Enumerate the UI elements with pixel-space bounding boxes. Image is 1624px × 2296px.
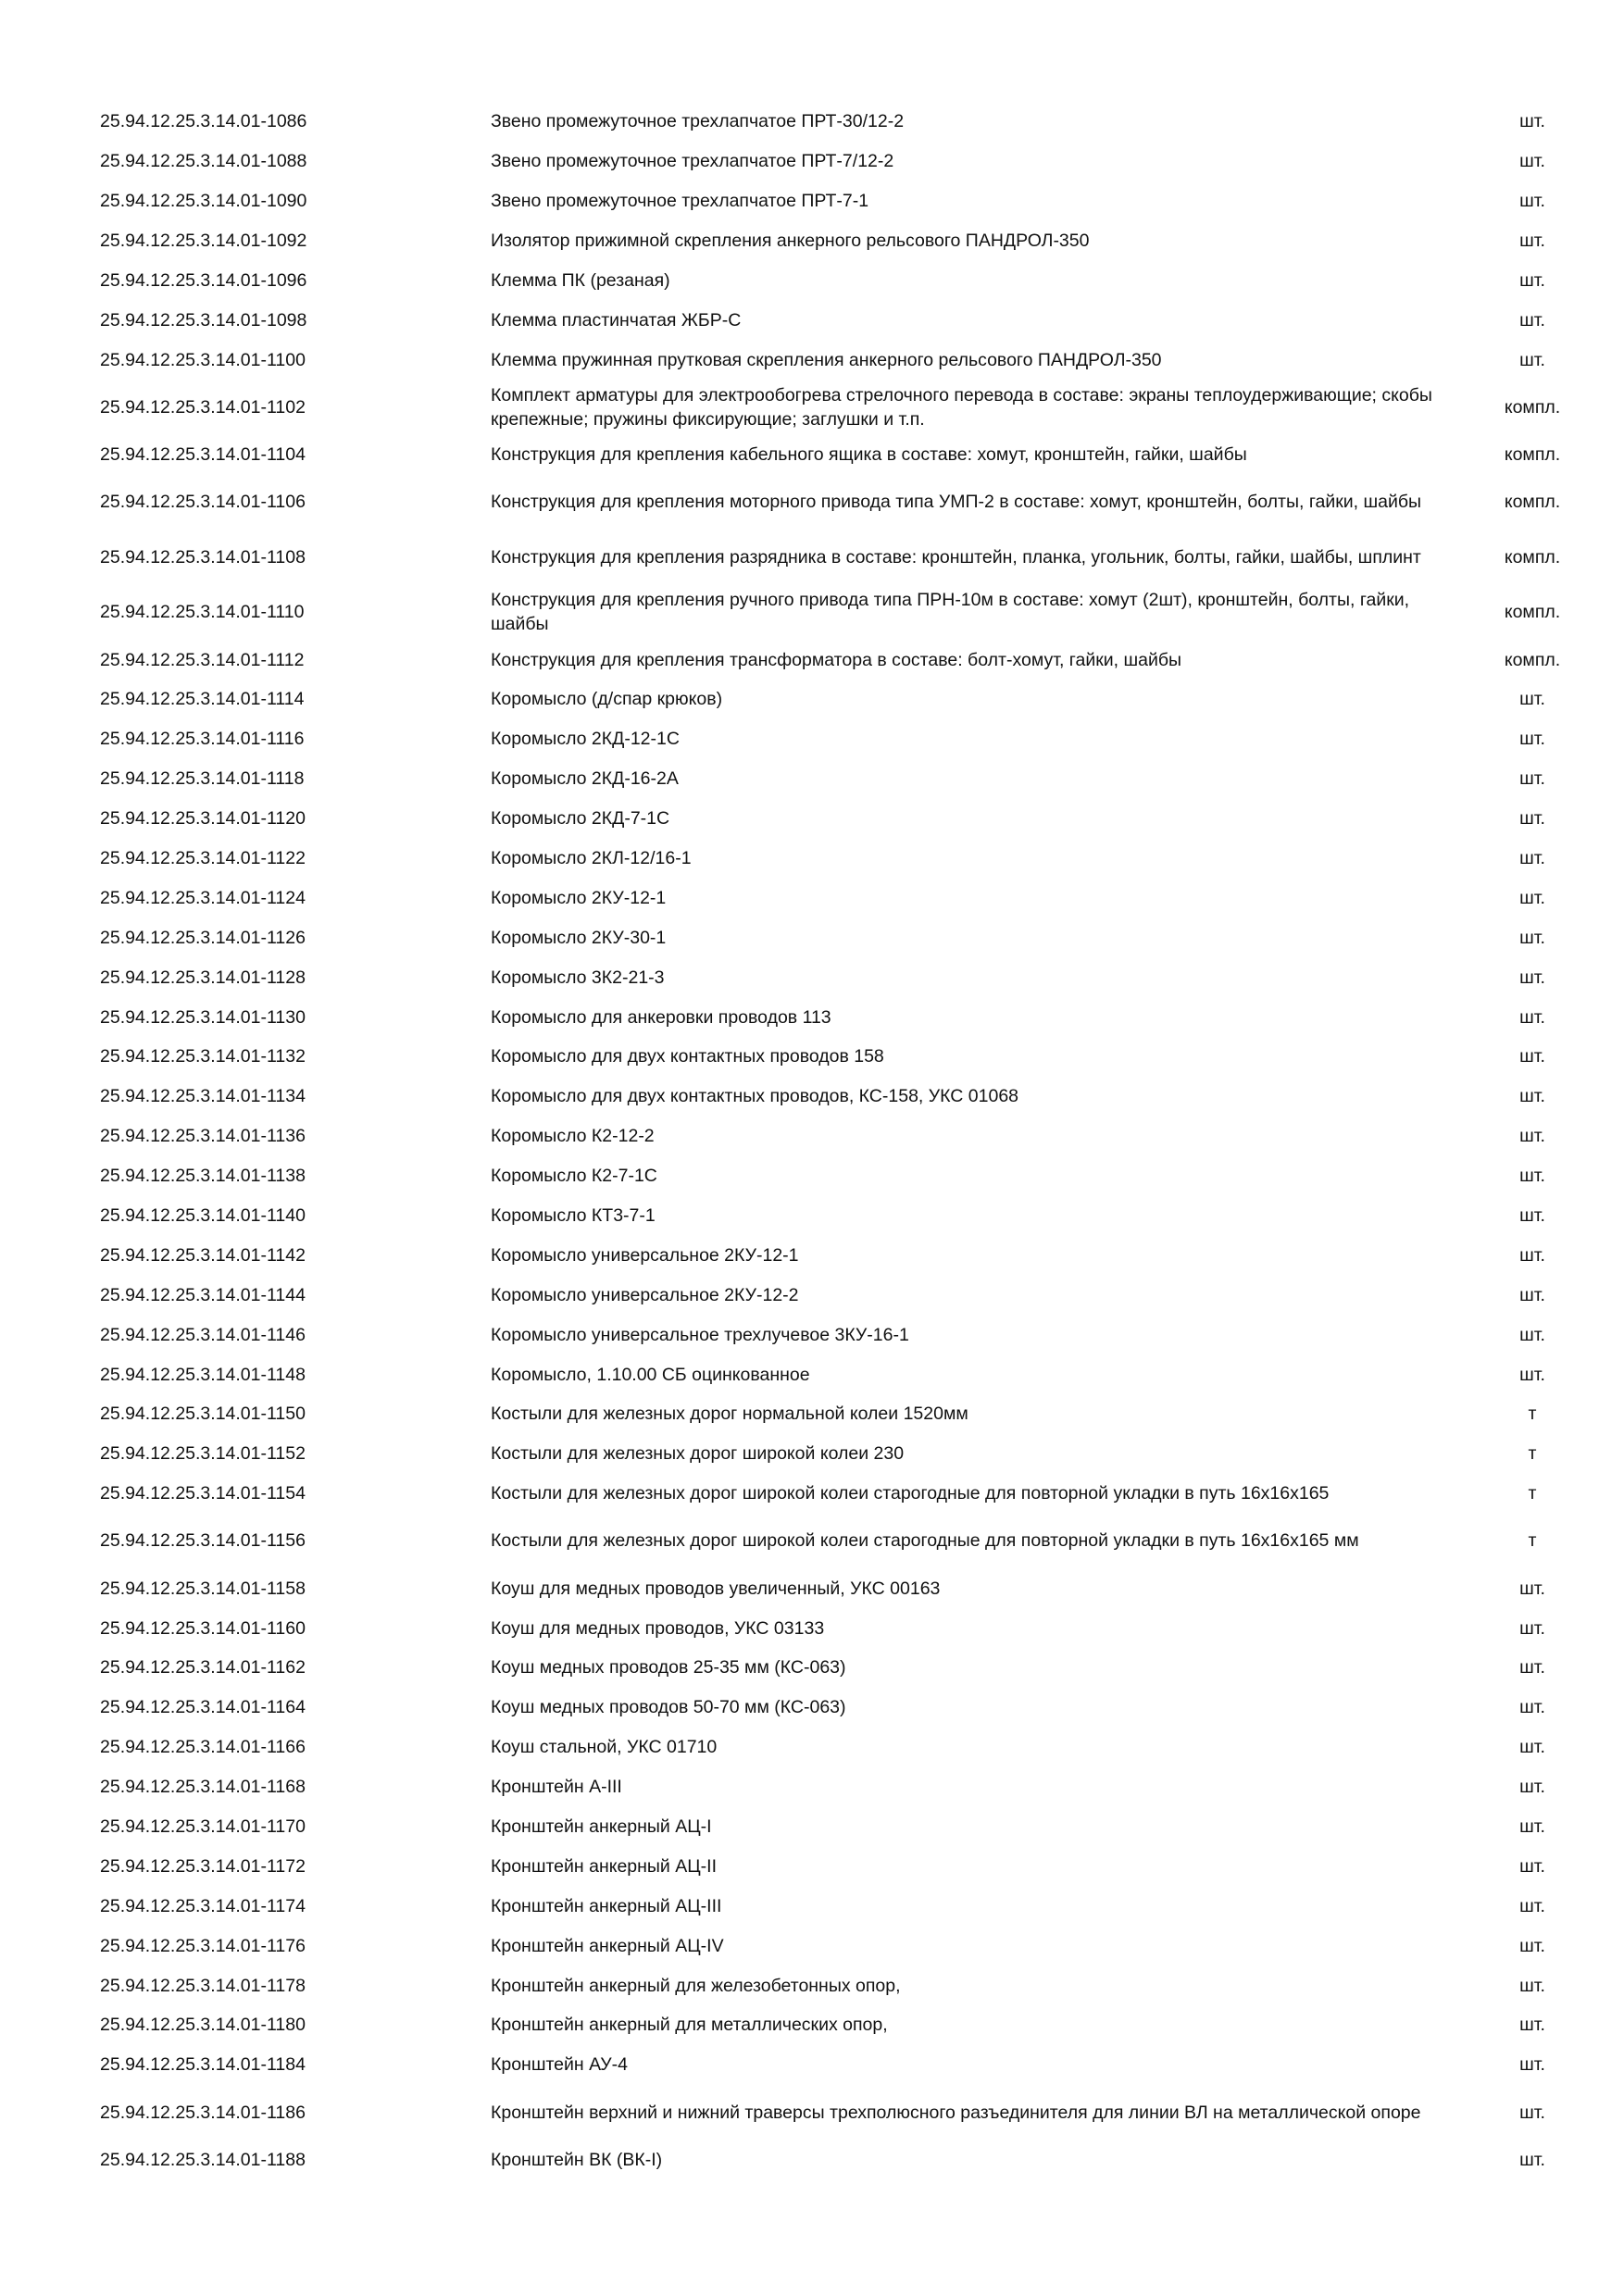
table-row xyxy=(0,2005,1624,2045)
item-code: 25.94.12.25.3.14.01-1106 xyxy=(100,492,306,513)
item-unit: т xyxy=(1528,1483,1537,1504)
item-name: Клемма пружинная прутковая скрепления анкерного рельсового ПАНДРОЛ-350 xyxy=(491,349,1162,370)
item-code: 25.94.12.25.3.14.01-1122 xyxy=(100,848,306,869)
item-name: Коромысло универсальное 2КУ-12-1 xyxy=(491,1244,799,1266)
item-unit: шт. xyxy=(1519,1244,1545,1266)
item-code: 25.94.12.25.3.14.01-1162 xyxy=(100,1657,306,1678)
item-name: Кронштейн верхний и нижний траверсы трехполюсного разъединителя для линии ВЛ на металлической опоре xyxy=(491,2102,1421,2123)
item-unit: т xyxy=(1528,1443,1537,1465)
item-unit: шт. xyxy=(1519,2054,1545,2076)
item-name: Кронштейн анкерный АЦ-I xyxy=(491,1816,712,1837)
table-row xyxy=(0,1235,1624,1275)
item-code: 25.94.12.25.3.14.01-1148 xyxy=(100,1364,306,1385)
item-code: 25.94.12.25.3.14.01-1114 xyxy=(100,689,305,710)
item-unit: шт. xyxy=(1519,1895,1545,1916)
table-row xyxy=(0,1077,1624,1117)
table-row xyxy=(0,1926,1624,1965)
item-name: Коромысло для двух контактных проводов, КС-158, УКС 01068 xyxy=(491,1086,1019,1107)
table-row xyxy=(0,1767,1624,1807)
item-code: 25.94.12.25.3.14.01-1188 xyxy=(100,2149,306,2170)
item-name: Коромысло 2КД-16-2А xyxy=(491,768,679,790)
item-name: Коромысло КТ3-7-1 xyxy=(491,1205,656,1227)
item-code: 25.94.12.25.3.14.01-1092 xyxy=(100,231,307,252)
item-code: 25.94.12.25.3.14.01-1118 xyxy=(100,768,305,790)
table-row xyxy=(0,1807,1624,1847)
item-code: 25.94.12.25.3.14.01-1128 xyxy=(100,967,306,988)
item-unit: шт. xyxy=(1519,768,1545,790)
item-code: 25.94.12.25.3.14.01-1178 xyxy=(100,1975,306,1996)
item-unit: шт. xyxy=(1519,1046,1545,1067)
item-name: Коромысло универсальное трехлучевое 3КУ-16-1 xyxy=(491,1324,909,1345)
item-name: Кронштейн анкерный для железобетонных опор, xyxy=(491,1975,901,1996)
item-name: Коуш медных проводов 25-35 мм (КС-063) xyxy=(491,1657,846,1678)
item-name: Конструкция для крепления разрядника в составе: кронштейн, планка, угольник, болты, гайки, шайбы, шплинт xyxy=(491,546,1421,568)
item-unit: т xyxy=(1528,1404,1537,1425)
item-unit: шт. xyxy=(1519,309,1545,331)
item-unit: шт. xyxy=(1519,151,1545,172)
table-row xyxy=(0,719,1624,759)
item-code: 25.94.12.25.3.14.01-1136 xyxy=(100,1126,306,1147)
item-name: Костыли для железных дорог нормальной колеи 1520мм xyxy=(491,1404,968,1425)
item-unit: шт. xyxy=(1519,1737,1545,1758)
item-unit: компл. xyxy=(1504,444,1561,466)
table-row xyxy=(0,475,1624,530)
table-row xyxy=(0,997,1624,1037)
item-name: Коромысло 2КУ-30-1 xyxy=(491,927,667,948)
table-row xyxy=(0,640,1624,680)
item-unit: шт. xyxy=(1519,887,1545,908)
item-code: 25.94.12.25.3.14.01-1144 xyxy=(100,1284,306,1305)
item-name: Коуш для медных проводов, УКС 03133 xyxy=(491,1617,825,1639)
item-code: 25.94.12.25.3.14.01-1086 xyxy=(100,111,307,132)
table-row xyxy=(0,261,1624,301)
item-name: Коромысло 2КУ-12-1 xyxy=(491,887,667,908)
table-row xyxy=(0,530,1624,585)
table-row xyxy=(0,300,1624,340)
item-unit: шт. xyxy=(1519,848,1545,869)
table-row xyxy=(0,1728,1624,1767)
item-name: Коромысло 3К2-21-3 xyxy=(491,967,665,988)
item-unit: шт. xyxy=(1519,1284,1545,1305)
table-row xyxy=(0,1156,1624,1196)
item-unit: шт. xyxy=(1519,1086,1545,1107)
table-row xyxy=(0,142,1624,181)
item-name: Кронштейн А-III xyxy=(491,1777,622,1798)
item-name: Коуш медных проводов 50-70 мм (КС-063) xyxy=(491,1697,846,1718)
item-unit: компл. xyxy=(1504,492,1561,513)
item-name: Кронштейн анкерный для металлических опор, xyxy=(491,2015,888,2036)
item-code: 25.94.12.25.3.14.01-1176 xyxy=(100,1935,306,1956)
table-row xyxy=(0,1275,1624,1315)
table-row xyxy=(0,759,1624,799)
item-unit: шт. xyxy=(1519,729,1545,750)
table-row xyxy=(0,1886,1624,1926)
item-unit: шт. xyxy=(1519,1777,1545,1798)
item-name: Звено промежуточное трехлапчатое ПРТ-7-1 xyxy=(491,191,869,212)
table-row xyxy=(0,585,1624,641)
table-row xyxy=(0,1688,1624,1728)
item-name: Кронштейн анкерный АЦ-IV xyxy=(491,1935,724,1956)
table-row xyxy=(0,380,1624,435)
table-row xyxy=(0,1434,1624,1474)
item-code: 25.94.12.25.3.14.01-1146 xyxy=(100,1324,306,1345)
item-unit: шт. xyxy=(1519,1364,1545,1385)
table-row xyxy=(0,1474,1624,1514)
item-name: Клемма ПК (резаная) xyxy=(491,270,670,291)
item-unit: шт. xyxy=(1519,1006,1545,1028)
table-row xyxy=(0,878,1624,917)
item-unit: шт. xyxy=(1519,808,1545,830)
item-name: Коромысло 2КД-7-1С xyxy=(491,808,670,830)
table-row xyxy=(0,1514,1624,1569)
item-code: 25.94.12.25.3.14.01-1088 xyxy=(100,151,307,172)
table-row xyxy=(0,1315,1624,1354)
item-code: 25.94.12.25.3.14.01-1174 xyxy=(100,1895,306,1916)
item-name: Коромысло 2КД-12-1С xyxy=(491,729,680,750)
item-code: 25.94.12.25.3.14.01-1090 xyxy=(100,191,307,212)
table-row xyxy=(0,839,1624,879)
item-unit: т xyxy=(1528,1530,1537,1552)
item-code: 25.94.12.25.3.14.01-1184 xyxy=(100,2054,306,2076)
item-name: Коромысло для анкеровки проводов 113 xyxy=(491,1006,831,1028)
item-name: Коромысло К2-7-1С xyxy=(491,1166,657,1187)
item-unit: шт. xyxy=(1519,1975,1545,1996)
item-unit: шт. xyxy=(1519,231,1545,252)
item-name: Костыли для железных дорог широкой колеи 230 xyxy=(491,1443,905,1465)
item-code: 25.94.12.25.3.14.01-1170 xyxy=(100,1816,306,1837)
table-row xyxy=(0,435,1624,475)
item-code: 25.94.12.25.3.14.01-1134 xyxy=(100,1086,306,1107)
table-row xyxy=(0,1394,1624,1434)
table-row xyxy=(0,221,1624,261)
item-name: Кронштейн анкерный АЦ-II xyxy=(491,1855,718,1877)
item-unit: шт. xyxy=(1519,2102,1545,2123)
item-unit: шт. xyxy=(1519,967,1545,988)
item-unit: компл. xyxy=(1504,649,1561,670)
item-code: 25.94.12.25.3.14.01-1168 xyxy=(100,1777,306,1798)
item-name: Костыли для железных дорог широкой колеи старогодные для повторной укладки в путь 16х16х165 xyxy=(491,1483,1330,1504)
item-unit: шт. xyxy=(1519,1126,1545,1147)
item-code: 25.94.12.25.3.14.01-1104 xyxy=(100,444,306,466)
item-code: 25.94.12.25.3.14.01-1096 xyxy=(100,270,307,291)
item-name: Звено промежуточное трехлапчатое ПРТ-7/12-2 xyxy=(491,151,894,172)
item-name: Коуш стальной, УКС 01710 xyxy=(491,1737,718,1758)
table-row xyxy=(0,1846,1624,1886)
item-name: Конструкция для крепления кабельного ящика в составе: хомут, кронштейн, гайки, шайбы xyxy=(491,444,1247,466)
item-code: 25.94.12.25.3.14.01-1132 xyxy=(100,1046,306,1067)
item-unit: шт. xyxy=(1519,1697,1545,1718)
item-name: Конструкция для крепления моторного привода типа УМП-2 в составе: хомут, кронштейн, болты, гайки, шайбы xyxy=(491,492,1422,513)
item-unit: шт. xyxy=(1519,1578,1545,1599)
item-name: Звено промежуточное трехлапчатое ПРТ-30/12-2 xyxy=(491,111,905,132)
item-code: 25.94.12.25.3.14.01-1150 xyxy=(100,1404,306,1425)
table-row xyxy=(0,340,1624,380)
item-unit: шт. xyxy=(1519,1617,1545,1639)
item-unit: шт. xyxy=(1519,270,1545,291)
item-unit: компл. xyxy=(1504,396,1561,418)
item-unit: шт. xyxy=(1519,1205,1545,1227)
item-unit: шт. xyxy=(1519,2015,1545,2036)
item-name: Коромысло универсальное 2КУ-12-2 xyxy=(491,1284,799,1305)
table-row xyxy=(0,1608,1624,1648)
item-unit: шт. xyxy=(1519,2149,1545,2170)
item-code: 25.94.12.25.3.14.01-1112 xyxy=(100,649,305,670)
price-table xyxy=(0,102,1624,2179)
table-row xyxy=(0,2140,1624,2179)
item-code: 25.94.12.25.3.14.01-1152 xyxy=(100,1443,306,1465)
item-name: Костыли для железных дорог широкой колеи старогодные для повторной укладки в путь 16х16х165 мм xyxy=(491,1530,1359,1552)
item-name: Изолятор прижимной скрепления анкерного рельсового ПАНДРОЛ-350 xyxy=(491,231,1090,252)
table-row xyxy=(0,1354,1624,1394)
item-code: 25.94.12.25.3.14.01-1186 xyxy=(100,2102,306,2123)
item-name: Коромысло (д/спар крюков) xyxy=(491,689,723,710)
item-code: 25.94.12.25.3.14.01-1098 xyxy=(100,309,307,331)
table-row xyxy=(0,1965,1624,2005)
item-name: Кронштейн ВК (ВК-I) xyxy=(491,2149,663,2170)
table-row xyxy=(0,1037,1624,1077)
item-unit: шт. xyxy=(1519,1935,1545,1956)
item-code: 25.94.12.25.3.14.01-1140 xyxy=(100,1205,306,1227)
table-row xyxy=(0,1648,1624,1688)
item-code: 25.94.12.25.3.14.01-1124 xyxy=(100,887,306,908)
item-name: Конструкция для крепления ручного привода типа ПРН-10м в составе: хомут (2шт), кронштейн, болты, гайки, шайбы xyxy=(491,590,1410,635)
item-code: 25.94.12.25.3.14.01-1102 xyxy=(100,396,306,418)
item-unit: шт. xyxy=(1519,1166,1545,1187)
item-name: Коуш для медных проводов увеличенный, УКС 00163 xyxy=(491,1578,941,1599)
item-unit: шт. xyxy=(1519,927,1545,948)
item-name: Клемма пластинчатая ЖБР-С xyxy=(491,309,742,331)
item-name: Коромысло К2-12-2 xyxy=(491,1126,655,1147)
item-code: 25.94.12.25.3.14.01-1158 xyxy=(100,1578,306,1599)
item-unit: компл. xyxy=(1504,546,1561,568)
table-row xyxy=(0,181,1624,221)
item-code: 25.94.12.25.3.14.01-1180 xyxy=(100,2015,306,2036)
item-unit: шт. xyxy=(1519,349,1545,370)
table-row xyxy=(0,1196,1624,1236)
table-row xyxy=(0,2085,1624,2140)
table-row xyxy=(0,799,1624,839)
table-row xyxy=(0,102,1624,142)
item-unit: шт. xyxy=(1519,1324,1545,1345)
item-unit: шт. xyxy=(1519,111,1545,132)
item-name: Коромысло, 1.10.00 СБ оцинкованное xyxy=(491,1364,810,1385)
item-code: 25.94.12.25.3.14.01-1164 xyxy=(100,1697,306,1718)
item-code: 25.94.12.25.3.14.01-1172 xyxy=(100,1855,306,1877)
item-name: Коромысло 2КЛ-12/16-1 xyxy=(491,848,692,869)
item-name: Коромысло для двух контактных проводов 158 xyxy=(491,1046,884,1067)
item-code: 25.94.12.25.3.14.01-1142 xyxy=(100,1244,306,1266)
item-unit: компл. xyxy=(1504,602,1561,623)
item-unit: шт. xyxy=(1519,1855,1545,1877)
item-code: 25.94.12.25.3.14.01-1166 xyxy=(100,1737,306,1758)
item-unit: шт. xyxy=(1519,191,1545,212)
table-row xyxy=(0,1117,1624,1156)
item-code: 25.94.12.25.3.14.01-1138 xyxy=(100,1166,306,1187)
item-code: 25.94.12.25.3.14.01-1126 xyxy=(100,927,306,948)
item-unit: шт. xyxy=(1519,689,1545,710)
table-row xyxy=(0,2045,1624,2085)
item-code: 25.94.12.25.3.14.01-1108 xyxy=(100,546,306,568)
item-code: 25.94.12.25.3.14.01-1156 xyxy=(100,1530,306,1552)
item-name: Кронштейн анкерный АЦ-III xyxy=(491,1895,722,1916)
item-code: 25.94.12.25.3.14.01-1110 xyxy=(100,602,305,623)
item-unit: шт. xyxy=(1519,1816,1545,1837)
item-name: Комплект арматуры для электрообогрева стрелочного перевода в составе: экраны теплоудерживающие; скобы крепежные; пружины фиксирующие; заглушки и т.п. xyxy=(491,384,1432,430)
item-name: Конструкция для крепления трансформатора в составе: болт-хомут, гайки, шайбы xyxy=(491,649,1182,670)
item-code: 25.94.12.25.3.14.01-1116 xyxy=(100,729,305,750)
table-row xyxy=(0,957,1624,997)
item-code: 25.94.12.25.3.14.01-1130 xyxy=(100,1006,306,1028)
item-code: 25.94.12.25.3.14.01-1120 xyxy=(100,808,306,830)
table-row xyxy=(0,680,1624,719)
item-code: 25.94.12.25.3.14.01-1160 xyxy=(100,1617,306,1639)
table-row xyxy=(0,1568,1624,1608)
item-code: 25.94.12.25.3.14.01-1154 xyxy=(100,1483,306,1504)
table-row xyxy=(0,917,1624,957)
item-unit: шт. xyxy=(1519,1657,1545,1678)
item-code: 25.94.12.25.3.14.01-1100 xyxy=(100,349,306,370)
item-name: Кронштейн АУ-4 xyxy=(491,2054,628,2076)
